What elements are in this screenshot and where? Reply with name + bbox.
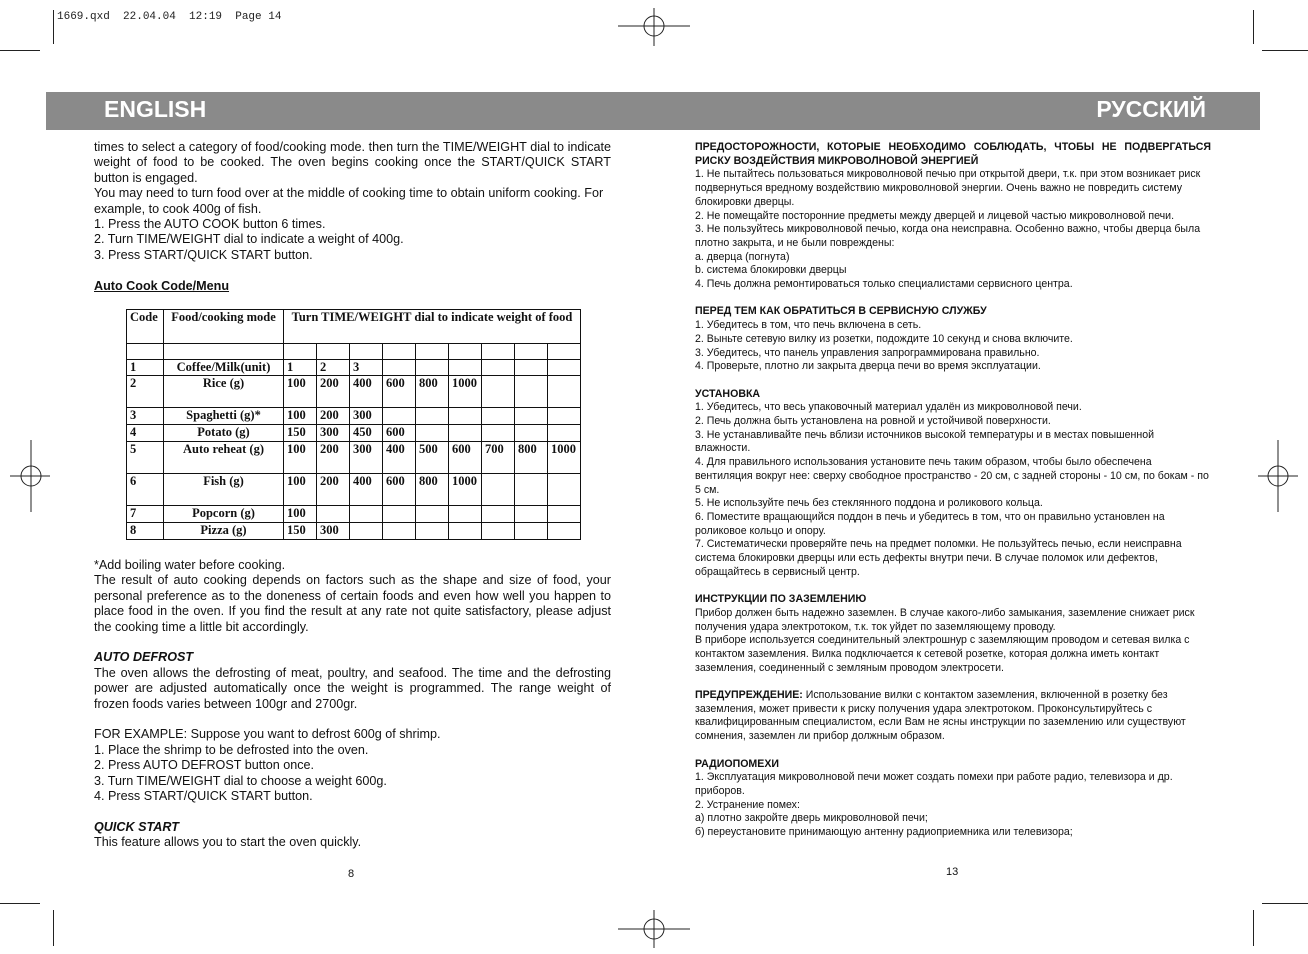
code-cell: 4 (127, 425, 164, 442)
english-column-lower (94, 558, 611, 851)
note-line: *Add boiling water before cooking. (94, 558, 286, 572)
language-title-english: ENGLISH (104, 96, 207, 122)
food-cell: Pizza (g) (164, 523, 284, 540)
text-line: 1. Эксплуатация микроволновой печи может создать помехи при работе радио, телевизора и др. приборов. (695, 771, 1173, 797)
code-cell: 7 (127, 506, 164, 523)
section-heading: ПЕРЕД ТЕМ КАК ОБРАТИТЬСЯ В СЕРВИСНУЮ СЛУЖБУ (695, 305, 987, 318)
section-heading: РАДИОПОМЕХИ (695, 757, 780, 770)
value-cell: 100 (284, 506, 317, 523)
value-cell: 1000 (449, 376, 482, 408)
text-line: 4. Проверьте, плотно ли закрыта дверца печи во время эксплуатации. (695, 360, 1041, 373)
table-row (127, 523, 581, 540)
result-paragraph: The result of auto cooking depends on factors such as the shape and size of food, your personal preference as to the doneness of certain foods and even how well you happen to place food in the oven. If you find the result at any rate not quite satisfactory, please adjust the cooking time a little bit accordingly. (94, 573, 611, 634)
value-cell: 100 (284, 376, 317, 408)
value-cell: 300 (317, 425, 350, 442)
code-cell: 3 (127, 408, 164, 425)
text-line: 3. Убедитесь, что панель управления запрограммирована правильно. (695, 346, 1040, 359)
header-code: Code (127, 310, 164, 344)
value-cell: 3 (350, 360, 383, 376)
step-line: 2. Turn TIME/WEIGHT dial to indicate a weight of 400g. (94, 232, 404, 247)
text-line: 3. Не устанавливайте печь вблизи источников высокой температуры и в местах повышенной влажности. (695, 428, 1155, 455)
value-cell: 100 (284, 474, 317, 506)
intro-paragraph: You may need to turn food over at the middle of cooking time to obtain uniform cooking. For example, to cook 400g of fish. (94, 186, 604, 216)
food-cell: Rice (g) (164, 376, 284, 408)
food-cell: Auto reheat (g) (164, 442, 284, 474)
value-cell: 400 (350, 474, 383, 506)
text-line: 1. Убедитесь в том, что печь включена в сеть. (695, 319, 922, 332)
value-cell: 200 (317, 474, 350, 506)
example-line: 4. Press START/QUICK START button. (94, 789, 313, 804)
code-cell: 6 (127, 474, 164, 506)
print-slug: 1669.qxd 22.04.04 12:19 Page 14 (57, 11, 282, 23)
text-line: 2. Не помещайте посторонние предметы между дверцей и лицевой частью микроволновой печи. (695, 209, 1175, 222)
table-spacer-row (127, 344, 581, 360)
value-cell: 1000 (449, 474, 482, 506)
text-line: 6. Поместите вращающийся поддон в печь и убедитесь в том, что он правильно установлен на роликовое кольцо и опору. (695, 510, 1165, 537)
auto-cook-menu-heading: Auto Cook Code/Menu (94, 278, 230, 293)
code-cell: 5 (127, 442, 164, 474)
registration-mark-right (1258, 440, 1298, 512)
step-line: 1. Press the AUTO COOK button 6 times. (94, 217, 326, 232)
value-cell: 400 (383, 442, 416, 474)
page-number-left: 8 (348, 868, 355, 880)
food-cell: Coffee/Milk(unit) (164, 360, 284, 376)
intro-paragraph: times to select a category of food/cooking mode. then turn the TIME/WEIGHT dial to indicate weight of food to be cooked. The oven begins cooking once the START/QUICK START button is engaged. (94, 140, 611, 185)
table-row (127, 506, 581, 523)
value-cell: 300 (350, 408, 383, 425)
registration-mark-left (10, 440, 50, 512)
header-band (46, 92, 1260, 130)
text-line: 3. Не пользуйтесь микроволновой печью, когда она неисправна. Особенно важно, чтобы дверца была плотно закрыта, и не были повреждены: (695, 223, 1201, 249)
value-cell: 300 (317, 523, 350, 540)
code-cell: 2 (127, 376, 164, 408)
table-row (127, 376, 581, 408)
table-row (127, 442, 581, 474)
value-cell: 700 (482, 442, 515, 474)
text-line: 2. Печь должна быть установлена на ровной и устойчивой поверхности. (695, 415, 1051, 428)
registration-mark-bottom (618, 910, 690, 948)
food-cell: Fish (g) (164, 474, 284, 506)
header-food: Food/cooking mode (164, 310, 284, 344)
value-cell: 200 (317, 408, 350, 425)
text-line: а) плотно закройте дверь микроволновой печи; (695, 812, 928, 825)
value-cell: 1 (284, 360, 317, 376)
quick-start-heading: QUICK START (94, 819, 179, 834)
table-row (127, 474, 581, 506)
example-line: 1. Place the shrimp to be defrosted into the oven. (94, 742, 369, 757)
value-cell: 800 (416, 474, 449, 506)
example-line: 2. Press AUTO DEFROST button once. (94, 758, 315, 773)
warning-label: ПРЕДУПРЕЖДЕНИЕ: (695, 689, 803, 702)
text-line: 1. Не пытайтесь пользоваться микроволновой печью при открытой двери, т.к. при этом возникает риск подвернуться вредному воздействию микроволновой энергии. Очень важно не повредить систему блокировки дверцы. (695, 168, 1201, 208)
auto-cook-table (126, 309, 581, 540)
text-line: b. система блокировки дверцы (695, 264, 847, 277)
value-cell: 500 (416, 442, 449, 474)
text-line: 7. Систематически проверяйте печь на предмет поломки. Не пользуйтесь печью, если неисправна система блокировки дверцы или есть дефекты внутри печи. В случае поломок или дефектов, обращайтесь в сервисный центр. (695, 538, 1182, 578)
language-title-russian: РУССКИЙ (1096, 96, 1206, 122)
section-heading: ПРЕДОСТОРОЖНОСТИ, КОТОРЫЕ НЕОБХОДИМО СОБЛЮДАТЬ, ЧТОБЫ НЕ ПОДВЕРГАТЬСЯ РИСКУ ВОЗДЕЙСТВИЯ МИКРОВОЛНОВОЙ ЭНЕРГИЕЙ (695, 141, 1211, 167)
table-row (127, 408, 581, 425)
value-cell: 300 (350, 442, 383, 474)
value-cell: 600 (449, 442, 482, 474)
example-line: 3. Turn TIME/WEIGHT dial to choose a weight 600g. (94, 773, 387, 788)
value-cell: 600 (383, 425, 416, 442)
table-header-row (127, 310, 581, 344)
food-cell: Potato (g) (164, 425, 284, 442)
text-line: 4. Печь должна ремонтироваться только специалистами сервисного центра. (695, 278, 1073, 291)
section-heading: УСТАНОВКА (695, 387, 761, 400)
russian-column (695, 141, 1211, 840)
warning-paragraph (695, 689, 1211, 744)
auto-defrost-heading: AUTO DEFROST (94, 650, 194, 665)
table-row (127, 360, 581, 376)
value-cell: 800 (416, 376, 449, 408)
value-cell: 400 (350, 376, 383, 408)
text-line: 1. Убедитесь, что весь упаковочный материал удалён из микроволновой печи. (695, 401, 1082, 414)
value-cell: 800 (515, 442, 548, 474)
text-line: В приборе используется соединительный электрошнур с заземляющим проводом и сетевая вилка с контактом заземления. Вилка подключается к сетевой розетке, которая должна иметь контакт заземления, соединенный с земляным проводом электросети. (695, 634, 1190, 674)
food-cell: Popcorn (g) (164, 506, 284, 523)
value-cell: 2 (317, 360, 350, 376)
value-cell: 600 (383, 474, 416, 506)
value-cell: 100 (284, 408, 317, 425)
value-cell: 600 (383, 376, 416, 408)
text-line: a. дверца (погнута) (695, 250, 790, 263)
value-cell: 150 (284, 523, 317, 540)
registration-mark-top (618, 8, 690, 46)
value-cell: 150 (284, 425, 317, 442)
example-line: FOR EXAMPLE: Suppose you want to defrost 600g of shrimp. (94, 727, 441, 742)
text-line: 2. Выньте сетевую вилку из розетки, подождите 10 секунд и снова включите. (695, 332, 1073, 345)
value-cell: 450 (350, 425, 383, 442)
english-column (94, 140, 611, 294)
value-cell: 200 (317, 376, 350, 408)
page-number-right: 13 (946, 866, 959, 878)
text-line: б) переустановите принимающую антенну радиоприемника или телевизора; (695, 826, 1073, 839)
text-line: 5. Не используйте печь без стеклянного поддона и роликового кольца. (695, 497, 1043, 510)
quick-start-paragraph: This feature allows you to start the oven quickly. (94, 835, 362, 850)
value-cell: 1000 (548, 442, 581, 474)
value-cell: 100 (284, 442, 317, 474)
text-line: 4. Для правильного использования установите печь таким образом, чтобы было обеспечена вентиляция вокруг нее: сверху свободное пространство - 20 см, с задней стороны - 10 см, по бокам - по 5 см. (695, 456, 1209, 496)
section-heading: ИНСТРУКЦИИ ПО ЗАЗЕМЛЕНИЮ (695, 593, 867, 606)
step-line: 3. Press START/QUICK START button. (94, 247, 313, 262)
text-line: 2. Устранение помех: (695, 798, 800, 811)
text-line: Прибор должен быть надежно заземлен. В случае какого-либо замыкания, заземление снижает риск получения удара электротоком, т.к. ток уйдет по заземляющему проводу. (695, 606, 1195, 633)
food-cell: Spaghetti (g)* (164, 408, 284, 425)
code-cell: 8 (127, 523, 164, 540)
warning-text: Использование вилки с контактом заземления, включенной в розетку без заземления, может привести к риску получения удара электротоком. Проконсультируйтесь с квалифицированным специалистом, если Вам не ясны инструкции по заземлению или существуют сомнения, заземлен ли прибор должным образом. (695, 689, 1186, 743)
table-row (127, 425, 581, 442)
code-cell: 1 (127, 360, 164, 376)
value-cell: 200 (317, 442, 350, 474)
auto-defrost-paragraph: The oven allows the defrosting of meat, poultry, and seafood. The time and the defrosting power are adjusted automatically once the weight is programmed. The range weight of frozen foods varies between 100gr and 2700gr. (94, 665, 611, 711)
header-weight: Turn TIME/WEIGHT dial to indicate weight of food (284, 310, 581, 344)
